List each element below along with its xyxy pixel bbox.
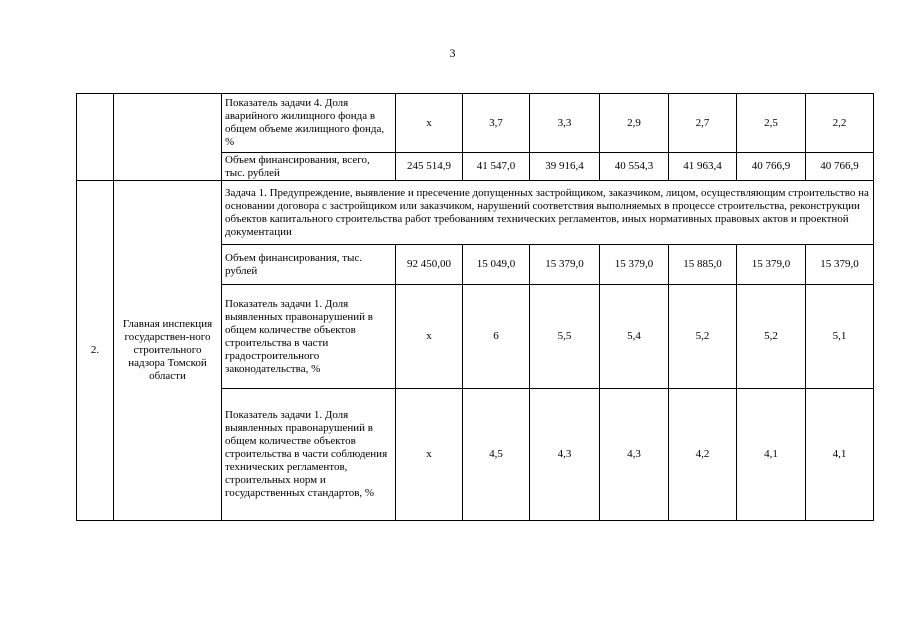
value-cell: 2,5: [737, 94, 806, 153]
row-number: 2.: [77, 181, 114, 521]
value-cell: 3,7: [463, 94, 530, 153]
value-cell: 40 766,9: [806, 153, 874, 181]
value-cell: 39 916,4: [530, 153, 600, 181]
value-cell: 41 963,4: [669, 153, 737, 181]
value-cell: 40 766,9: [737, 153, 806, 181]
program-table: [76, 93, 874, 521]
page-number: 3: [449, 46, 456, 60]
value-cell: 41 547,0: [463, 153, 530, 181]
value-cell: 6: [463, 285, 530, 389]
value-cell: 15 885,0: [669, 245, 737, 285]
table-row: [77, 181, 874, 245]
table-row: [77, 94, 874, 153]
indicator-cell: Объем финансирования, тыс. рублей: [222, 245, 396, 285]
value-cell: 4,2: [669, 389, 737, 521]
value-cell: х: [396, 285, 463, 389]
value-cell: 15 379,0: [600, 245, 669, 285]
value-cell: 40 554,3: [600, 153, 669, 181]
value-cell: 5,1: [806, 285, 874, 389]
task-description: Задача 1. Предупреждение, выявление и пресечение допущенных застройщиком, заказчиком, лицом, осуществляющим строительство на основании договора с застройщиком или заказчиком, нарушений соответствия выполняемых в процессе строительства, реконструкции объектов капитального строительства работ требованиям технических регламентов, иных нормативных правовых актов и проектной документации: [222, 181, 874, 245]
value-cell: 245 514,9: [396, 153, 463, 181]
value-cell: 2,7: [669, 94, 737, 153]
value-cell: 92 450,00: [396, 245, 463, 285]
value-cell: 4,1: [806, 389, 874, 521]
value-cell: 2,9: [600, 94, 669, 153]
empty-organization-cell: [114, 94, 222, 181]
value-cell: х: [396, 94, 463, 153]
indicator-cell: Показатель задачи 1. Доля выявленных правонарушений в общем количестве объектов строительства в части соблюдения технических регламентов, строительных норм и государственных стандартов, %: [222, 389, 396, 521]
value-cell: 5,5: [530, 285, 600, 389]
value-cell: 15 049,0: [463, 245, 530, 285]
value-cell: 4,1: [737, 389, 806, 521]
indicator-cell: Объем финансирования, всего, тыс. рублей: [222, 153, 396, 181]
indicator-cell: Показатель задачи 1. Доля выявленных правонарушений в общем количестве объектов строительства в части градостроительного законодательства, %: [222, 285, 396, 389]
value-cell: 3,3: [530, 94, 600, 153]
value-cell: х: [396, 389, 463, 521]
value-cell: 5,2: [737, 285, 806, 389]
organization-cell: Главная инспекция государствен-ного строительного надзора Томской области: [114, 181, 222, 521]
value-cell: 15 379,0: [737, 245, 806, 285]
value-cell: 5,2: [669, 285, 737, 389]
value-cell: 2,2: [806, 94, 874, 153]
indicator-cell: Показатель задачи 4. Доля аварийного жилищного фонда в общем объеме жилищного фонда, %: [222, 94, 396, 153]
value-cell: 4,3: [530, 389, 600, 521]
empty-number-cell: [77, 94, 114, 181]
value-cell: 4,3: [600, 389, 669, 521]
value-cell: 4,5: [463, 389, 530, 521]
value-cell: 15 379,0: [806, 245, 874, 285]
value-cell: 5,4: [600, 285, 669, 389]
value-cell: 15 379,0: [530, 245, 600, 285]
